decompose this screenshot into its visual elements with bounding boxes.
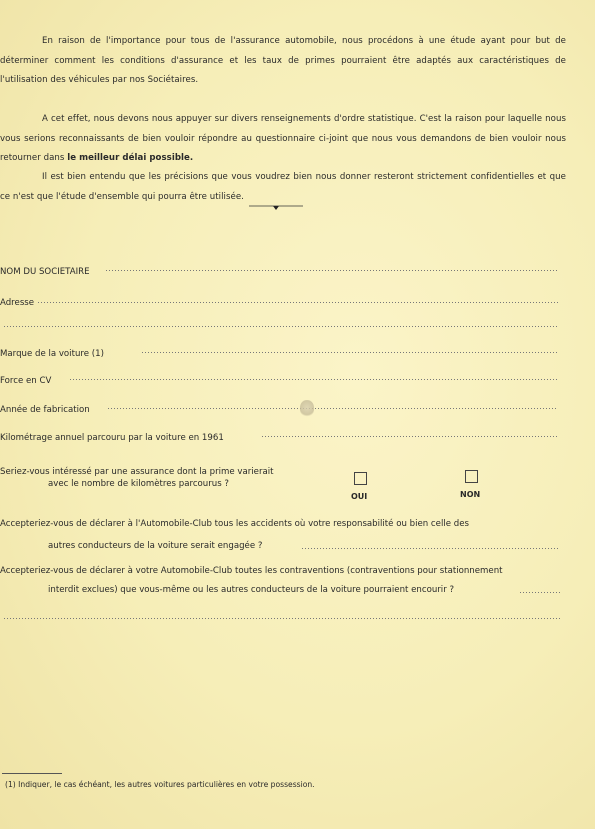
field-kilometrage-line[interactable] [262,436,558,437]
field-force-line[interactable] [70,379,558,380]
question-1-line-1: Seriez-vous intéressé par une assurance dont la prime varierait [0,467,274,477]
intro-paragraph-1-text: En raison de l'importance pour tous de l'assurance automobile, nous procédons à une étude ayant pour but de déterminer comment les conditions d'assurance et les taux de primes pourraient être adaptés aux caractéristiques de l'utilisation des véhicules par nos Sociétaires. [0,36,566,85]
intro-paragraph-2 [0,110,566,169]
question-2-line-1: Accepteriez-vous de déclarer à l'Automobile-Club tous les accidents où votre responsabilité ou bien celle des [0,519,469,529]
intro-paragraph-2-bold: le meilleur délai possible. [67,153,194,163]
intro-paragraph-1 [0,32,566,91]
footnote-rule [2,773,62,774]
stamp-mark [300,400,314,417]
footnote: (1) Indiquer, le cas échéant, les autres voitures particulières en votre possession. [5,780,315,789]
label-oui: OUI [351,492,368,501]
field-nom-line[interactable] [106,270,558,271]
field-adresse-line-2[interactable] [4,326,558,327]
question-3-answer-line[interactable] [520,592,562,593]
question-2-line-2: autres conducteurs de la voiture serait engagée ? [48,541,263,551]
question-3-line-1: Accepteriez-vous de déclarer à votre Automobile-Club toutes les contraventions (contraventions pour stationnement [0,566,503,576]
field-force-label: Force en CV [0,376,52,386]
field-kilometrage-label: Kilométrage annuel parcouru par la voiture en 1961 [0,433,224,443]
checkbox-non[interactable] [465,470,478,483]
intro-paragraph-2-text: A cet effet, nous devons nous appuyer sur divers renseignements d'ordre statistique. C'est la raison pour laquelle nous vous serions reconnaissants de bien vouloir répondre au questionnaire ci-joint que nous vous demandons de bien vouloir nous retourner dans [0,114,566,163]
field-marque-line[interactable] [142,352,558,353]
field-adresse-line[interactable] [38,302,558,303]
intro-paragraph-3-text: Il est bien entendu que les précisions que vous voudrez bien nous donner resteront strictement confidentielles et que ce n'est que l'étude d'ensemble qui pourra être utilisée. [0,172,566,202]
ornament-divider-icon [247,202,305,212]
field-nom-label: NOM DU SOCIETAIRE [0,267,90,277]
question-3-answer-line-2[interactable] [4,618,562,619]
question-1-line-2: avec le nombre de kilomètres parcourus ? [48,479,229,489]
question-3-line-2: interdit exclues) que vous-même ou les autres conducteurs de la voiture pourraient encourir ? [48,585,455,595]
field-annee-label: Année de fabrication [0,405,90,415]
label-non: NON [460,490,481,499]
question-2-answer-line[interactable] [302,548,560,549]
field-annee-line[interactable] [108,408,558,409]
field-adresse-label: Adresse [0,298,35,308]
checkbox-oui[interactable] [354,472,367,485]
field-marque-label: Marque de la voiture (1) [0,349,104,359]
